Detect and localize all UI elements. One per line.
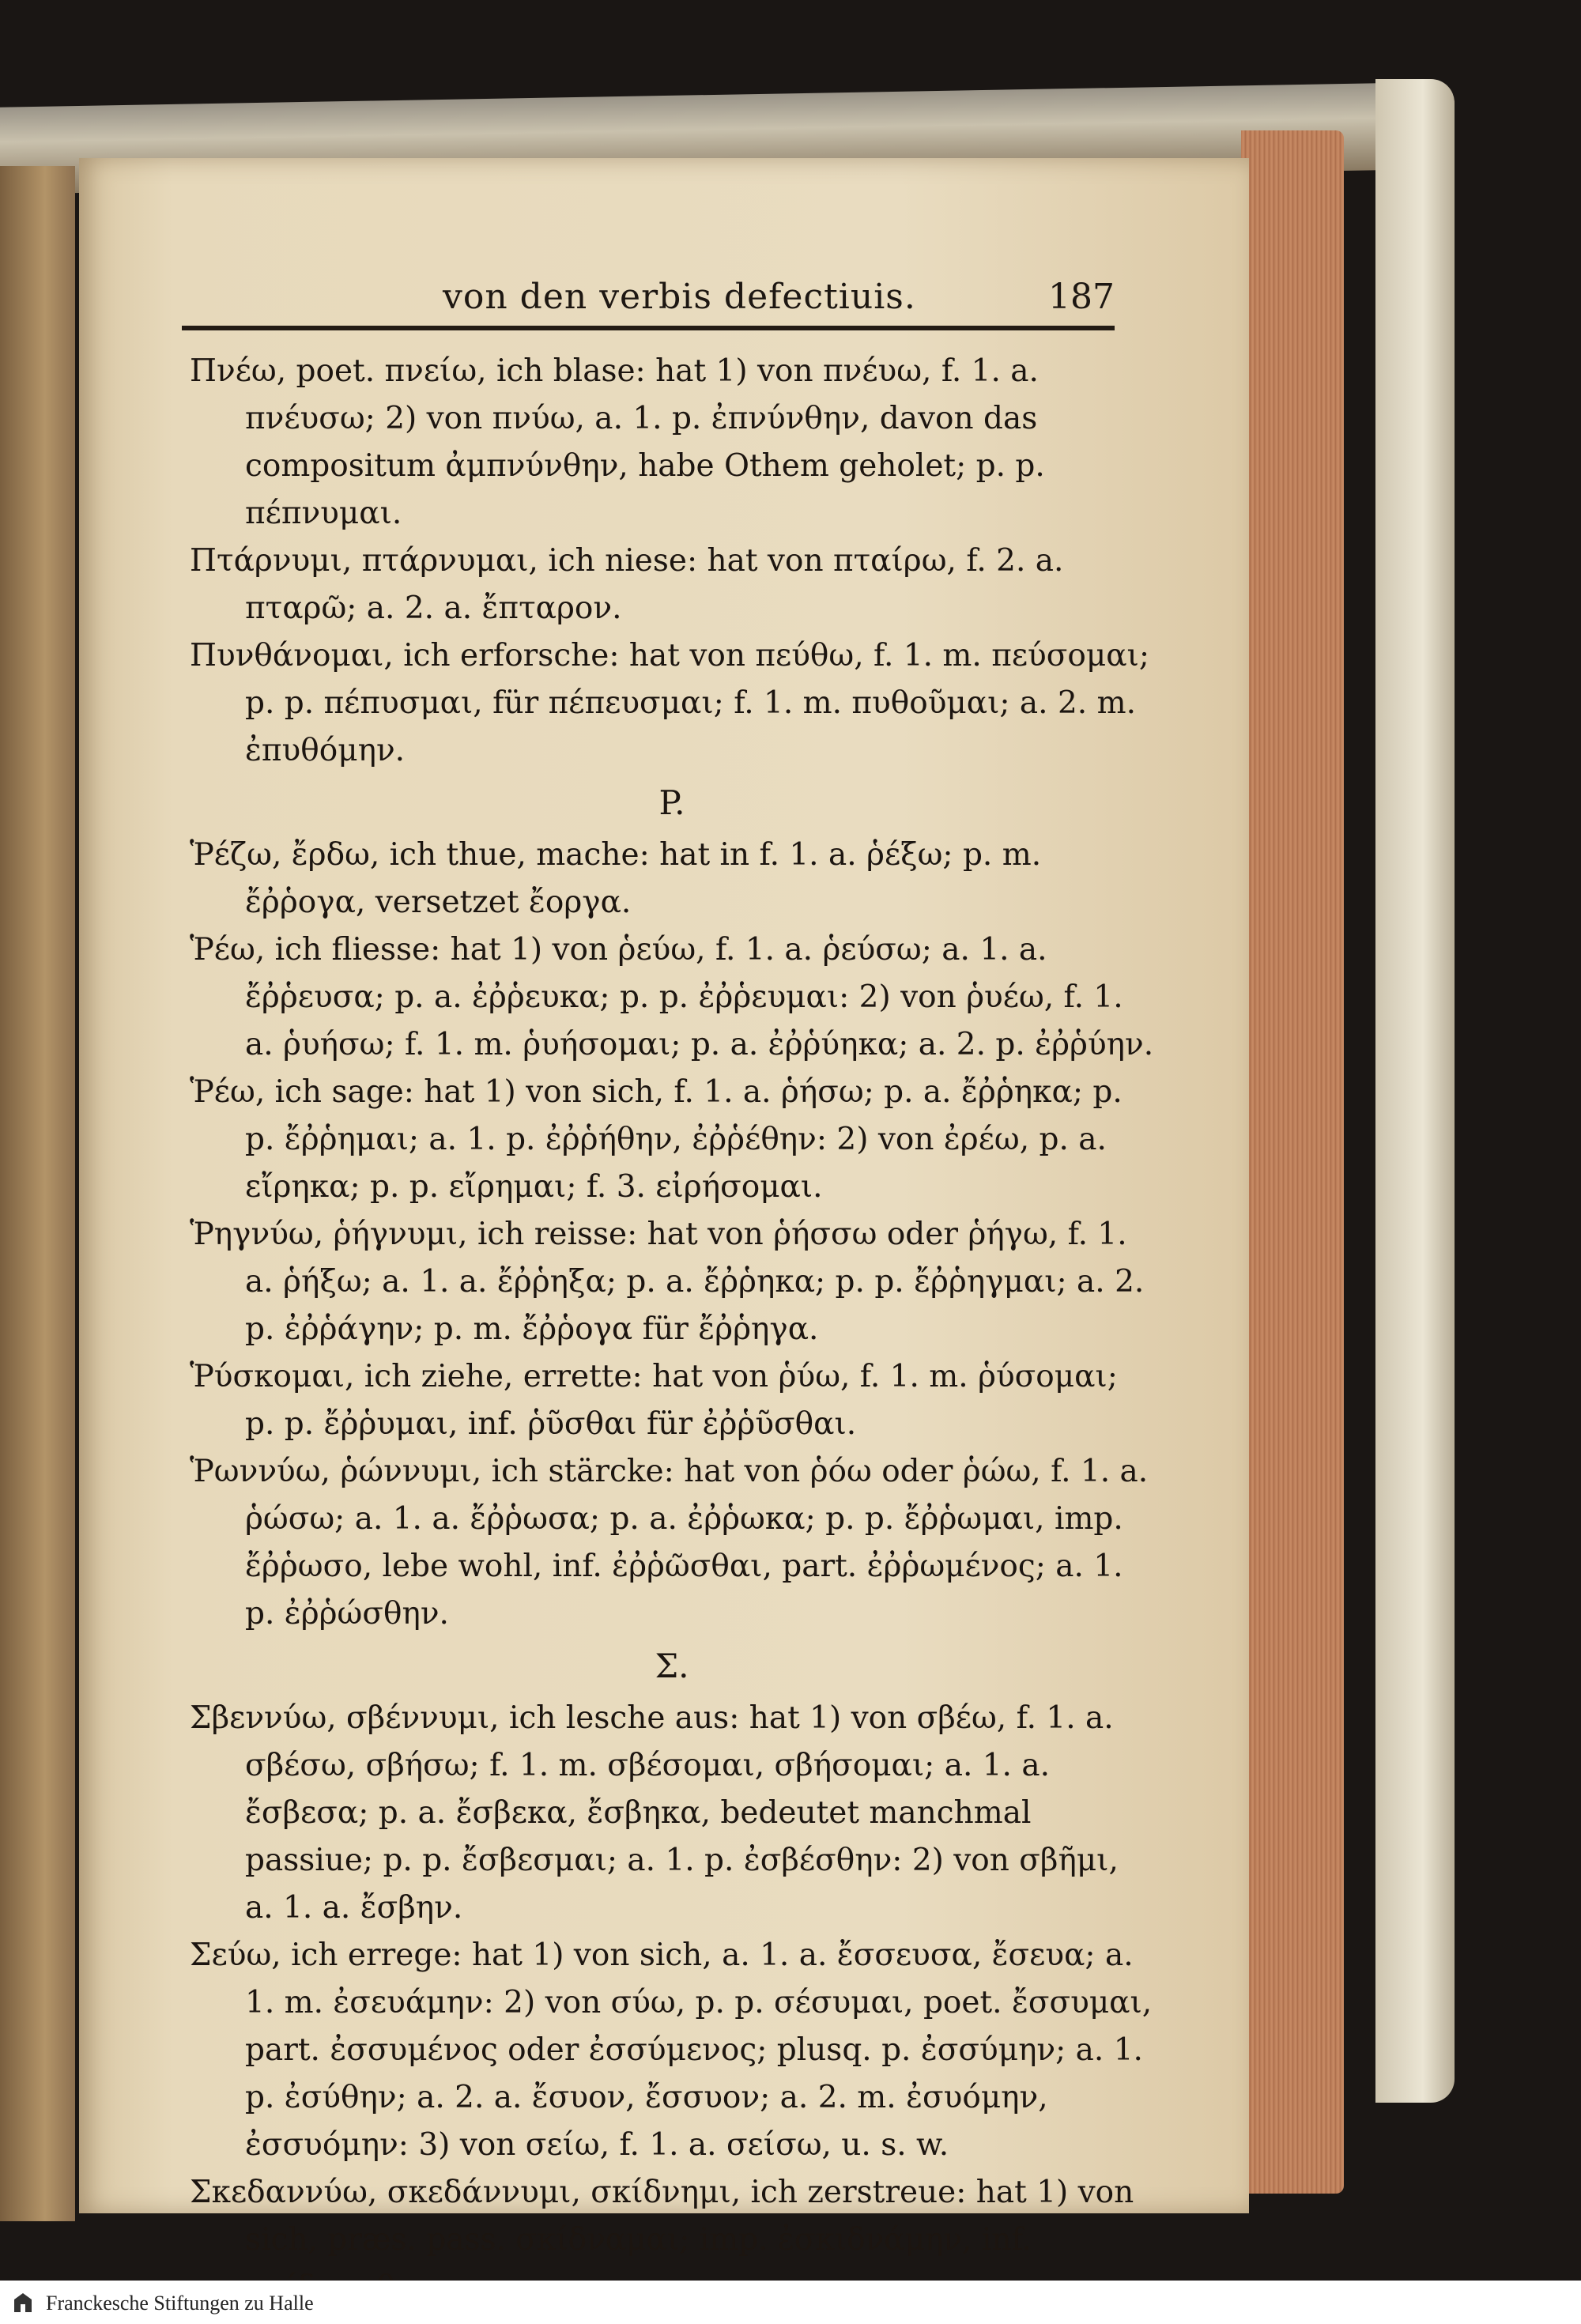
entry: Ῥηγνύω, ῥήγνυμι, ich reisse: hat von ῥήσσω oder ῥήγω, f. 1. a. ῥήξω; a. 1. a. ἔῤῥηξα; p. a. ἔῤῥηκα; p. p. ἔῤῥηγμαι; a. 2. p. ἐῤῥάγην; p. m. ἔῤῥογα für ἔῤῥηγα. [190,1217,1145,1347]
running-title: von den verbis defectiuis. [443,277,916,317]
section-heading-rho: P. [658,783,685,822]
section-heading-sigma: Σ. [655,1647,689,1685]
entry: Σβεννύω, σβέννυμι, ich lesche aus: hat 1) von σβέω, f. 1. a. σβέσω, σβήσω; f. 1. m. σβέσομαι, σβήσομαι; a. 1. a. ἔσβεσα; p. a. ἔσβεκα, ἔσβηκα, bedeutet manchmal passiue; p. p. ἔσβεσμαι; a. 1. p. ἐσβέσθην: 2) von σβῆμι, a. 1. a. ἔσβην. [190,1700,1119,1926]
entry: Ῥωννύω, ῥώννυμι, ich stärcke: hat von ῥόω oder ῥώω, f. 1. a. ῥώσω; a. 1. a. ἔῤῥωσα; p. a. ἐῤῥωκα; p. p. ἔῤῥωμαι, imp. ἔῤῥωσο, lebe wohl, inf. ἐῤῥῶσθαι, part. ἐῤῥωμένος; a. 1. p. ἐῤῥώσθην. [190,1454,1149,1632]
page-edges [1241,130,1344,2194]
entry: Ῥέω, ich fliesse: hat 1) von ῥεύω, f. 1. a. ῥεύσω; a. 1. a. ἔῤῥευσα; p. a. ἐῤῥευκα; p. p. ἐῤῥευμαι: 2) von ῥυέω, f. 1. a. ῥυήσω; f. 1. m. ῥυήσομαι; p. a. ἐῤῥύηκα; a. 2. p. ἐῤῥύην. [190,932,1154,1062]
left-page-edge [0,166,75,2221]
header-rule [182,326,1115,330]
entry: Ῥέω, ich sage: hat 1) von sich, f. 1. a. ῥήσω; p. a. ἔῤῥηκα; p. p. ἔῤῥημαι; a. 1. p. ἐῤῥήθην, ἐῤῥέθην: 2) von ἐρέω, p. a. εἴρηκα; p. p. εἴρημαι; f. 3. εἰρήσομαι. [190,1074,1123,1205]
book-cover-edge [1375,79,1455,2103]
entry: Πνέω, poet. πνείω, ich blase: hat 1) von πνέυω, f. 1. a. πνέυσω; 2) von πνύω, a. 1. p. ἐπνύνθην, davon das compositum ἀμπνύνθην, habe Othem geholet; p. p. πέπνυμαι. [190,353,1045,531]
entry: Ῥέζω, ἔρδω, ich thue, mache: hat in f. 1. a. ῥέξω; p. m. ἔῤῥογα, versetzet ἔοργα. [190,837,1042,920]
page-number: 187 [1048,277,1115,317]
dictionary-text [190,348,1154,2311]
footer-bar [0,2281,1581,2324]
page-header [190,277,1115,332]
entry: Πυνθάνομαι, ich erforsche: hat von πεύθω, f. 1. m. πεύσομαι; p. p. πέπυσμαι, für πέπευσμαι; f. 1. m. πυθοῦμαι; a. 2. m. ἐπυθόμην. [190,638,1149,768]
entry: Σκεδαννύω, σκεδάννυμι, σκίδνημι, ich zerstreue: hat 1) von sich, præs. pass. σκίδναμαι; imp. ἐσκιδνάμην, inf. [190,2175,1134,2258]
entry: Σεύω, ich errege: hat 1) von sich, a. 1. a. ἔσσευσα, ἔσευα; a. 1. m. ἐσευάμην: 2) von σύω, p. p. σέσυμαι, poet. ἔσσυμαι, part. ἐσσυμένος oder ἐσσύμενος; plusq. p. ἐσσύμην; a. 1. p. ἐσύθην; a. 2. a. ἔσυον, ἔσσυον; a. 2. m. ἐσυόμην, ἐσσυόμην: 3) von σείω, f. 1. a. σείσω, u. s. w. [190,1937,1153,2163]
institution-name: Franckesche Stiftungen zu Halle [46,2292,314,2315]
entry: Ῥύσκομαι, ich ziehe, errette: hat von ῥύω, f. 1. m. ῥύσομαι; p. p. ἔῤῥυμαι, inf. ῥῦσθαι für ἐῤῥῦσθαι. [190,1359,1118,1442]
entry: Πτάρνυμι, πτάρνυμαι, ich niese: hat von πταίρω, f. 2. a. πταρῶ; a. 2. a. ἔπταρον. [190,543,1064,626]
institution-logo-icon [9,2288,36,2317]
